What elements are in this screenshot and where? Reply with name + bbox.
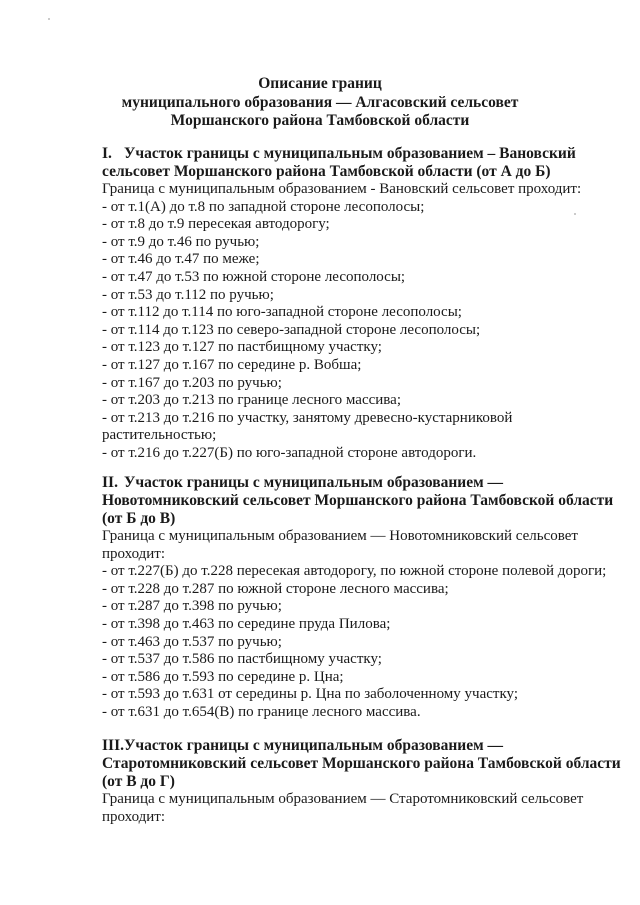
heading-line: Старотомниковский сельсовет Моршанского района Тамбовской области xyxy=(102,755,621,772)
document-title xyxy=(0,75,640,131)
section-intro: Граница с муниципальным образованием — Новотомниковский сельсовет проходит: xyxy=(102,528,578,562)
title-line-3: Моршанского района Тамбовской области xyxy=(170,112,470,129)
list-item: - от т.586 до т.593 по середине р. Цна; xyxy=(102,668,344,685)
list-item: - от т.463 до т.537 по ручью; xyxy=(102,633,282,650)
heading-line: (от Б до В) xyxy=(102,510,176,527)
list-item: - от т.9 до т.46 по ручью; xyxy=(102,233,260,250)
heading-line: (от В до Г) xyxy=(102,773,175,790)
list-item: - от т.47 до т.53 по южной стороне лесополосы; xyxy=(102,268,406,285)
section-3 xyxy=(102,737,622,826)
list-item: - от т.114 до т.123 по северо-западной стороне лесополосы; xyxy=(102,321,481,338)
list-item: - от т.593 до т.631 от середины р. Цна по заболоченному участку; xyxy=(102,686,519,703)
list-item: - от т.112 до т.114 по юго-западной стороне лесополосы; xyxy=(102,304,462,321)
section-number: I. xyxy=(102,145,112,162)
list-item: - от т.213 до т.216 по участку, занятому древесно-кустарниковой растительностью; xyxy=(102,409,513,444)
section-1 xyxy=(102,145,622,463)
section-3-heading xyxy=(102,737,622,791)
section-number: III. xyxy=(102,737,124,754)
section-intro: Граница с муниципальным образованием — Старотомниковский сельсовет проходит: xyxy=(102,791,584,825)
list-item: - от т.203 до т.213 по границе лесного массива; xyxy=(102,392,401,409)
section-intro: Граница с муниципальным образованием - Вановский сельсовет проходит: xyxy=(102,181,582,197)
list-item: - от т.8 до т.9 пересекая автодорогу; xyxy=(102,216,330,233)
title-line-2: муниципального образования — Алгасовский сельсовет xyxy=(121,93,519,111)
list-item: - от т.398 до т.463 по середине пруда Пилова; xyxy=(102,615,391,632)
list-item: - от т.228 до т.287 по южной стороне лесного массива; xyxy=(102,580,449,597)
scan-speck xyxy=(48,18,50,20)
list-item: - от т.123 до т.127 по пастбищному участку; xyxy=(102,339,382,356)
heading-line: Новотомниковский сельсовет Моршанского района Тамбовской области xyxy=(102,492,614,509)
scan-speck xyxy=(574,213,576,215)
list-item: - от т.537 до т.586 по пастбищному участку; xyxy=(102,651,382,668)
heading-line: сельсовет Моршанского района Тамбовской области (от А до Б) xyxy=(102,163,551,180)
list-item: - от т.1(А) до т.8 по западной стороне лесополосы; xyxy=(102,198,425,215)
heading-line: Участок границы с муниципальным образованием — xyxy=(124,737,504,754)
list-item: - от т.53 до т.112 по ручью; xyxy=(102,286,274,303)
list-item: - от т.127 до т.167 по середине р. Вобша; xyxy=(102,356,362,373)
list-item: - от т.167 до т.203 по ручью; xyxy=(102,374,282,391)
section-number: II. xyxy=(102,474,118,491)
section-2-heading xyxy=(102,474,622,528)
list-item: - от т.287 до т.398 по ручью; xyxy=(102,598,282,615)
list-item: - от т.227(Б) до т.228 пересекая автодорогу, по южной стороне полевой дороги; xyxy=(102,563,607,580)
heading-line: Участок границы с муниципальным образованием — xyxy=(124,474,504,491)
list-item: - от т.216 до т.227(Б) по юго-западной стороне автодороги. xyxy=(102,444,477,461)
list-item: - от т.46 до т.47 по меже; xyxy=(102,251,260,268)
section-2 xyxy=(102,474,622,722)
section-1-heading xyxy=(102,145,622,181)
heading-line: Участок границы с муниципальным образованием – Вановский xyxy=(124,145,576,162)
title-line-1: Описание границ xyxy=(258,75,382,92)
list-item: - от т.631 до т.654(В) по границе лесного массива. xyxy=(102,703,421,720)
